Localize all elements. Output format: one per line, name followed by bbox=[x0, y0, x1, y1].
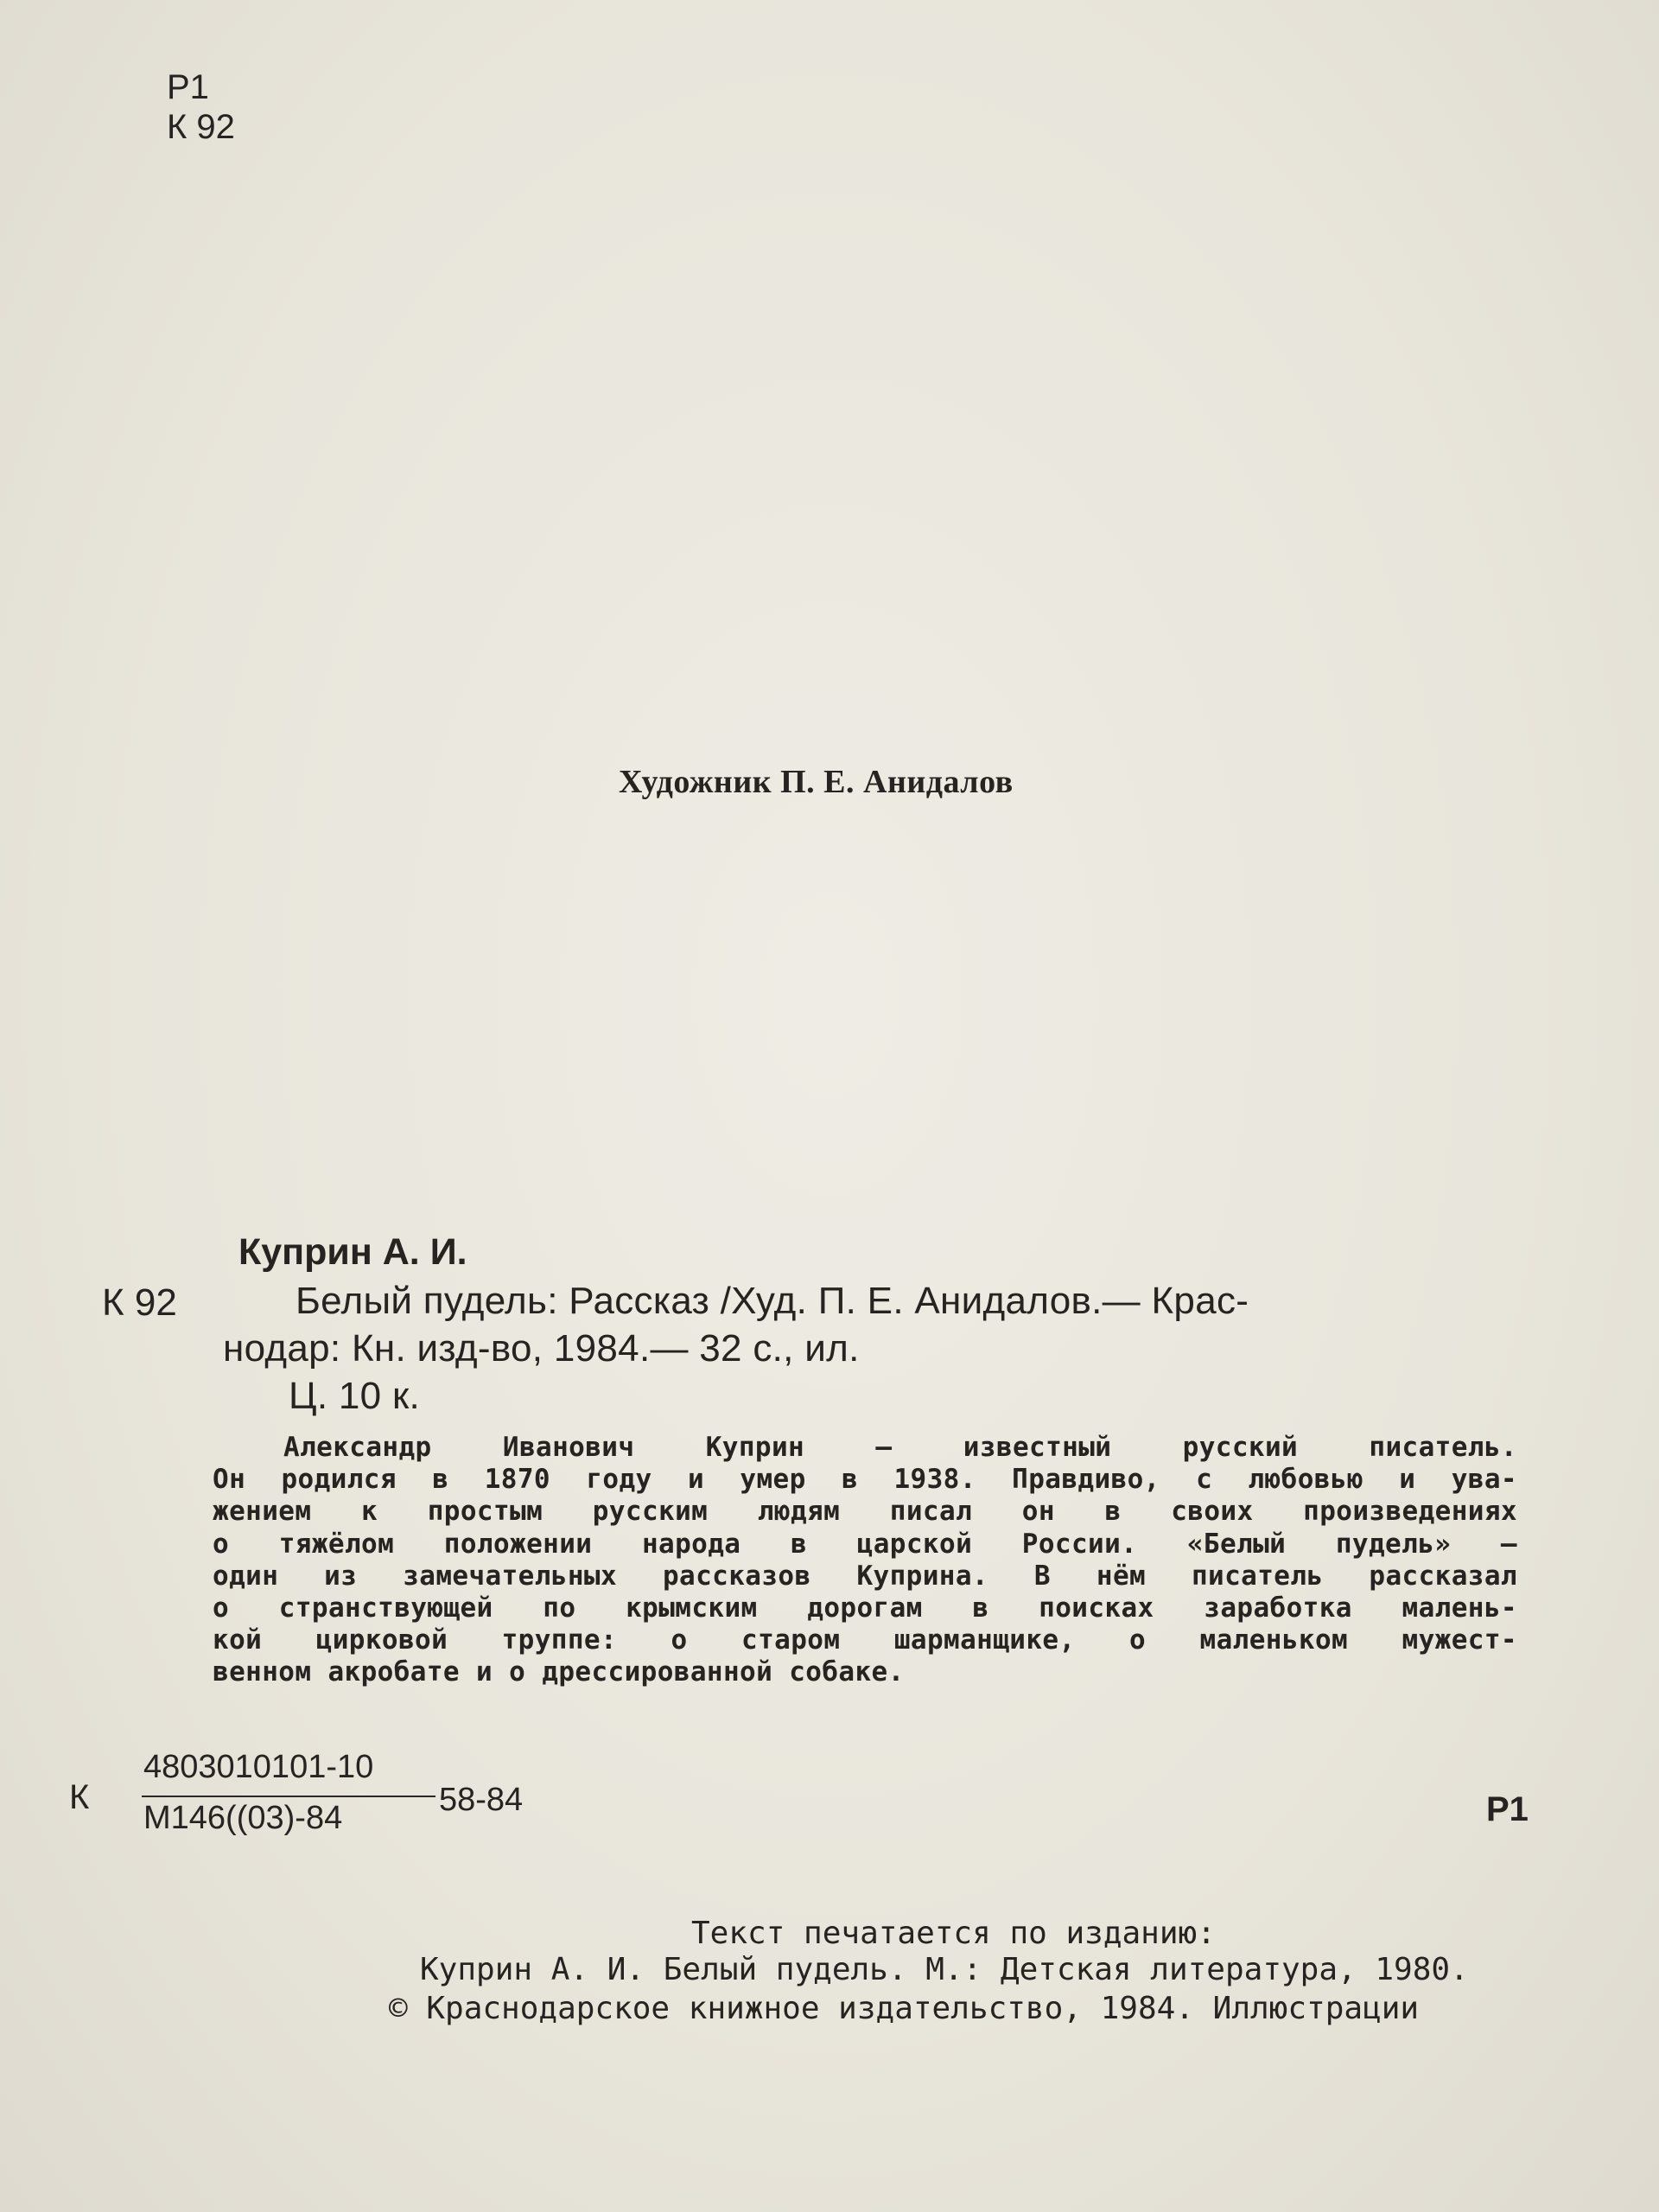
classification-author-mark: К 92 bbox=[167, 108, 235, 146]
annotation-line: о тяжёлом положении народа в царской России. «Белый пудель» — bbox=[213, 1528, 1517, 1560]
copyright-line: © Краснодарское книжное издательство, 1984. Иллюстрации bbox=[389, 1991, 1420, 2026]
catalog-author: Куприн А. И. bbox=[238, 1231, 467, 1273]
bbk-index: Р1 bbox=[1486, 1790, 1529, 1828]
edition-note-line: Куприн А. И. Белый пудель. М.: Детская литература, 1980. bbox=[420, 1952, 1469, 1987]
annotation-line: Александр Иванович Куприн — известный русский писатель. bbox=[283, 1432, 1517, 1463]
bibliographic-line: нодар: Кн. изд-во, 1984.— 32 с., ил. bbox=[223, 1327, 860, 1370]
illustrator-credit: Художник П. Е. Анидалов bbox=[619, 764, 1014, 800]
catalog-author-mark: К 92 bbox=[102, 1281, 177, 1324]
fraction-line bbox=[142, 1796, 435, 1797]
classification-index: Р1 bbox=[167, 68, 209, 106]
bibliographic-description bbox=[223, 1277, 1249, 1420]
annotation-line: Он родился в 1870 году и умер в 1938. Правдиво, с любовью и ува- bbox=[213, 1464, 1517, 1496]
publisher-code-numerator: 4803010101-10 bbox=[143, 1749, 374, 1785]
annotation-line: кой цирковой труппе: о старом шарманщике, о маленьком мужест- bbox=[213, 1624, 1517, 1656]
annotation bbox=[213, 1432, 1517, 1689]
price: Ц. 10 к. bbox=[289, 1375, 421, 1417]
annotation-line: венном акробате и о дрессированной собаке. bbox=[213, 1656, 905, 1688]
annotation-line: один из замечательных рассказов Куприна. В нём писатель рассказал bbox=[213, 1560, 1517, 1592]
publisher-code-prefix: К bbox=[69, 1778, 90, 1816]
edition-note-line: Текст печатается по изданию: bbox=[691, 1916, 1216, 1951]
publisher-order-number: 58-84 bbox=[439, 1782, 524, 1818]
bibliographic-line: Белый пудель: Рассказ /Худ. П. Е. Анидалов.— Крас- bbox=[296, 1280, 1249, 1322]
publisher-code-denominator: М146((03)-84 bbox=[143, 1800, 343, 1836]
classification-mark bbox=[167, 67, 235, 147]
annotation-line: о странствующей по крымским дорогам в поисках заработка малень- bbox=[213, 1592, 1517, 1624]
annotation-line: жением к простым русским людям писал он в своих произведениях bbox=[213, 1496, 1517, 1528]
